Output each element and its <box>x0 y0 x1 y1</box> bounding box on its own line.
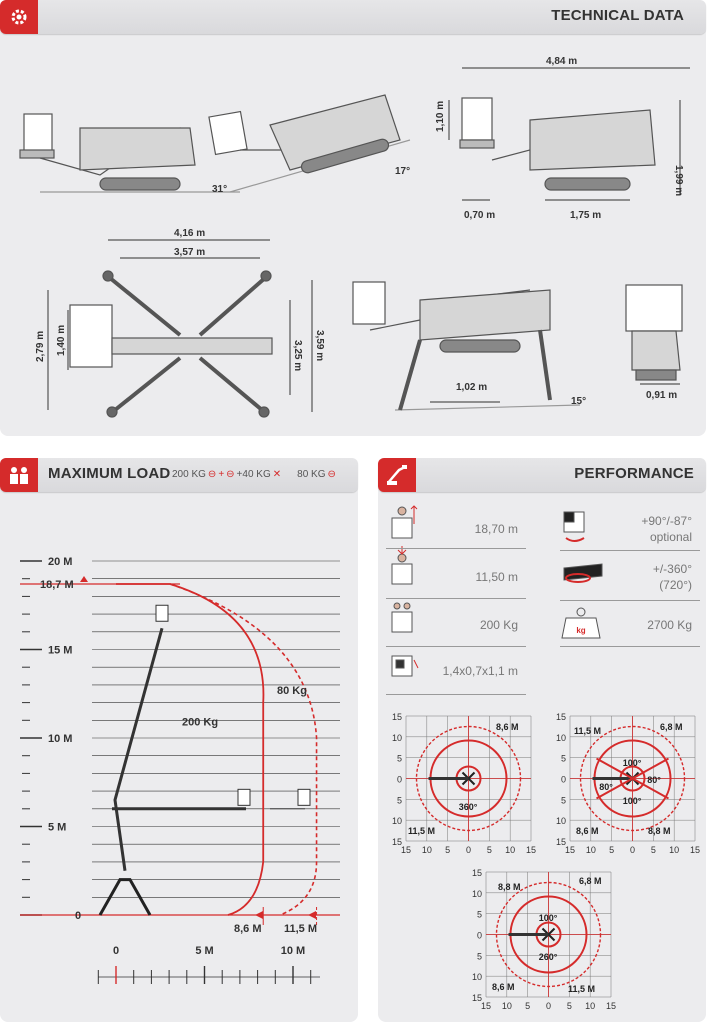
y-tick-label: 0 <box>560 774 566 785</box>
capacity-icon <box>392 603 412 632</box>
y-tick-label: 18,7 M <box>40 579 74 592</box>
y-tick-label: 5 M <box>48 821 67 834</box>
turret-rotation-value: +/-360° <box>652 562 692 576</box>
y-tick-label: 5 <box>476 951 482 962</box>
diagram-label: 8,6 M <box>576 826 599 836</box>
y-tick-label: 15 <box>555 837 566 847</box>
maximum-load-header <box>0 458 358 492</box>
performance-title: PERFORMANCE <box>574 465 694 482</box>
rotation-diagram-3 <box>464 866 624 1014</box>
reach-arrow-icon <box>255 911 263 919</box>
weight-value: 2700 Kg <box>647 618 692 632</box>
diagram-label: 11,5 M <box>408 826 436 836</box>
y-tick-label: 15 M <box>48 644 73 657</box>
outreach-value: 11,50 m <box>475 570 518 584</box>
x-tick-label: 5 <box>609 845 615 855</box>
legend-80kg: 80 KG <box>297 469 326 480</box>
legend-plus: + <box>218 469 225 480</box>
separator <box>560 550 700 551</box>
y-tick-label: 5 <box>396 795 402 806</box>
legend-40kg: +40 KG <box>236 469 271 480</box>
rotation-diagram-1 <box>384 710 544 858</box>
diagram-label: 11,5 M <box>574 726 602 736</box>
x-tick-label: 10 <box>585 845 596 855</box>
x-tick-label: 5 <box>486 845 492 855</box>
y-tick-label: 0 <box>396 774 402 785</box>
rotation-diagram-2 <box>548 710 708 858</box>
two-people-icon <box>0 458 38 492</box>
x-tick-label: 15 <box>689 845 701 855</box>
angle-17-label: 17° <box>395 166 411 177</box>
envelope-80kg <box>170 584 317 915</box>
diagram-label: 8,8 M <box>498 882 521 892</box>
maximum-load-title: MAXIMUM LOAD <box>48 465 171 482</box>
diagram-label: 100° <box>622 796 642 806</box>
technical-data-title: TECHNICAL DATA <box>551 7 684 24</box>
basket-rotation-value: +90°/-87° <box>641 514 692 528</box>
diagram-label: 360° <box>458 802 478 812</box>
turret-rotation-note: (720°) <box>659 578 692 592</box>
y-tick-label: 15 <box>555 712 566 722</box>
reach-8-6-label: 8,6 M <box>234 923 262 935</box>
reach-arrow-icon <box>308 911 316 919</box>
tools-icon: ✕ <box>272 469 282 480</box>
x-tick-label: 5 <box>445 845 451 855</box>
x-tick-label: 0 <box>465 845 472 855</box>
diagram-label: 260° <box>538 952 558 962</box>
diagram-label: 6,8 M <box>660 722 683 732</box>
capacity-value: 200 Kg <box>479 618 518 632</box>
basket-horizontal <box>238 789 250 805</box>
person-icon: ⊖ <box>327 469 336 480</box>
basket-size-value: 1,4x0,7x1,1 m <box>442 664 518 678</box>
x-tick-label: 10 <box>669 845 680 855</box>
top-height-outer-left-label: 2,79 m <box>35 330 46 362</box>
top-height-outer-right-label: 3,59 m <box>314 330 325 362</box>
y-tick-label: 15 <box>391 837 402 847</box>
side-width-left-label: 0,70 m <box>464 210 496 221</box>
front-angle-label: 15° <box>571 396 587 407</box>
load-chart <box>0 492 358 1022</box>
y-tick-label: 0 <box>75 910 82 922</box>
turret-rotation-icon <box>564 564 602 582</box>
x-tick-label: 10 M <box>280 945 306 957</box>
diagram-label: 100° <box>622 758 642 768</box>
x-tick-label: 15 <box>525 845 537 855</box>
separator <box>560 600 700 601</box>
basket-size-icon <box>392 656 418 676</box>
x-tick-label: 15 <box>605 1001 617 1011</box>
y-tick-label: 10 <box>555 732 566 743</box>
zone-200kg-label: 200 Kg <box>182 716 219 729</box>
top-outer-width-label: 4,16 m <box>174 228 206 239</box>
basket-vertical <box>156 605 168 621</box>
top-height-inner-left-label: 1,40 m <box>56 324 67 356</box>
y-tick-label: 10 <box>555 816 566 827</box>
x-tick-label: 10 <box>505 845 516 855</box>
person-icon: ⊖ <box>207 469 217 480</box>
slope-drawing-17 <box>209 95 410 192</box>
y-tick-label: 5 <box>560 753 566 764</box>
top-view-drawing <box>48 240 312 417</box>
y-tick-label: 10 <box>391 816 402 827</box>
aerial-platform-icon <box>378 458 416 492</box>
diagram-label: 8,8 M <box>648 826 671 836</box>
person-icon: ⊖ <box>226 469 235 480</box>
side-height-left-label: 1,10 m <box>435 100 446 132</box>
angle-31-label: 31° <box>212 184 228 195</box>
diagram-label: 100° <box>538 913 558 923</box>
side-view-drawing <box>449 68 690 200</box>
x-tick-label: 5 M <box>195 945 214 957</box>
boom-vertical <box>115 628 162 870</box>
max-height-value: 18,70 m <box>474 522 518 536</box>
up-arrow-icon <box>80 576 88 582</box>
diagram-label: 80° <box>647 775 661 785</box>
x-tick-label: 15 <box>564 845 576 855</box>
basket-80kg <box>298 789 310 805</box>
x-tick-label: 0 <box>629 845 636 855</box>
x-tick-label: 5 <box>566 1001 572 1011</box>
x-tick-label: 0 <box>112 945 120 957</box>
load-legend <box>172 469 336 480</box>
y-tick-label: 15 <box>391 712 402 722</box>
x-tick-label: 10 <box>501 1001 512 1011</box>
performance-header <box>378 458 706 492</box>
max-height-icon <box>392 506 417 538</box>
x-tick-label: 15 <box>480 1001 492 1011</box>
y-tick-label: 20 M <box>48 556 73 568</box>
weight-icon-label: kg <box>576 626 586 635</box>
x-tick-label: 10 <box>421 845 432 855</box>
side-height-right-label: 1,99 m <box>673 165 684 197</box>
separator <box>386 694 526 695</box>
x-tick-label: 5 <box>525 1001 531 1011</box>
diagram-label: 8,6 M <box>496 722 519 732</box>
front-width-label: 1,02 m <box>456 382 488 393</box>
separator <box>386 646 526 647</box>
y-tick-label: 15 <box>471 993 482 1003</box>
top-height-inner-right-label: 3,25 m <box>292 340 303 372</box>
reach-11-5-label: 11,5 M <box>284 923 318 935</box>
diagram-label: 8,6 M <box>492 982 515 992</box>
separator <box>386 548 526 549</box>
envelope-200kg <box>116 584 263 915</box>
y-tick-label: 10 <box>391 732 402 743</box>
basket-rotation-icon <box>564 512 584 541</box>
side-length-label: 4,84 m <box>546 56 578 67</box>
x-tick-label: 10 <box>585 1001 596 1011</box>
separator <box>560 646 700 647</box>
separator <box>386 598 526 599</box>
y-tick-label: 10 M <box>48 733 73 745</box>
y-tick-label: 5 <box>560 795 566 806</box>
x-tick-label: 5 <box>650 845 656 855</box>
y-tick-label: 15 <box>471 868 482 878</box>
x-tick-label: 0 <box>545 1001 552 1011</box>
technical-drawings <box>0 0 706 436</box>
y-tick-label: 10 <box>471 972 482 983</box>
y-tick-label: 5 <box>396 753 402 764</box>
y-tick-label: 0 <box>476 930 482 941</box>
basket-rotation-note: optional <box>649 530 692 544</box>
diagram-label: 80° <box>599 782 613 792</box>
rear-width-label: 0,91 m <box>646 390 678 401</box>
outreach-icon <box>392 546 412 584</box>
y-tick-label: 5 <box>476 909 482 920</box>
top-inner-width-label: 3,57 m <box>174 247 206 258</box>
slope-drawing-31 <box>20 114 240 192</box>
side-width-mid-label: 1,75 m <box>570 210 602 221</box>
diagram-label: 6,8 M <box>579 876 602 886</box>
legend-200kg: 200 KG <box>172 469 206 480</box>
diagram-label: 11,5 M <box>568 984 596 994</box>
y-tick-label: 10 <box>471 888 482 899</box>
rear-view-drawing <box>626 285 682 384</box>
x-tick-label: 15 <box>400 845 412 855</box>
zone-80kg-label: 80 Kg <box>277 684 307 697</box>
